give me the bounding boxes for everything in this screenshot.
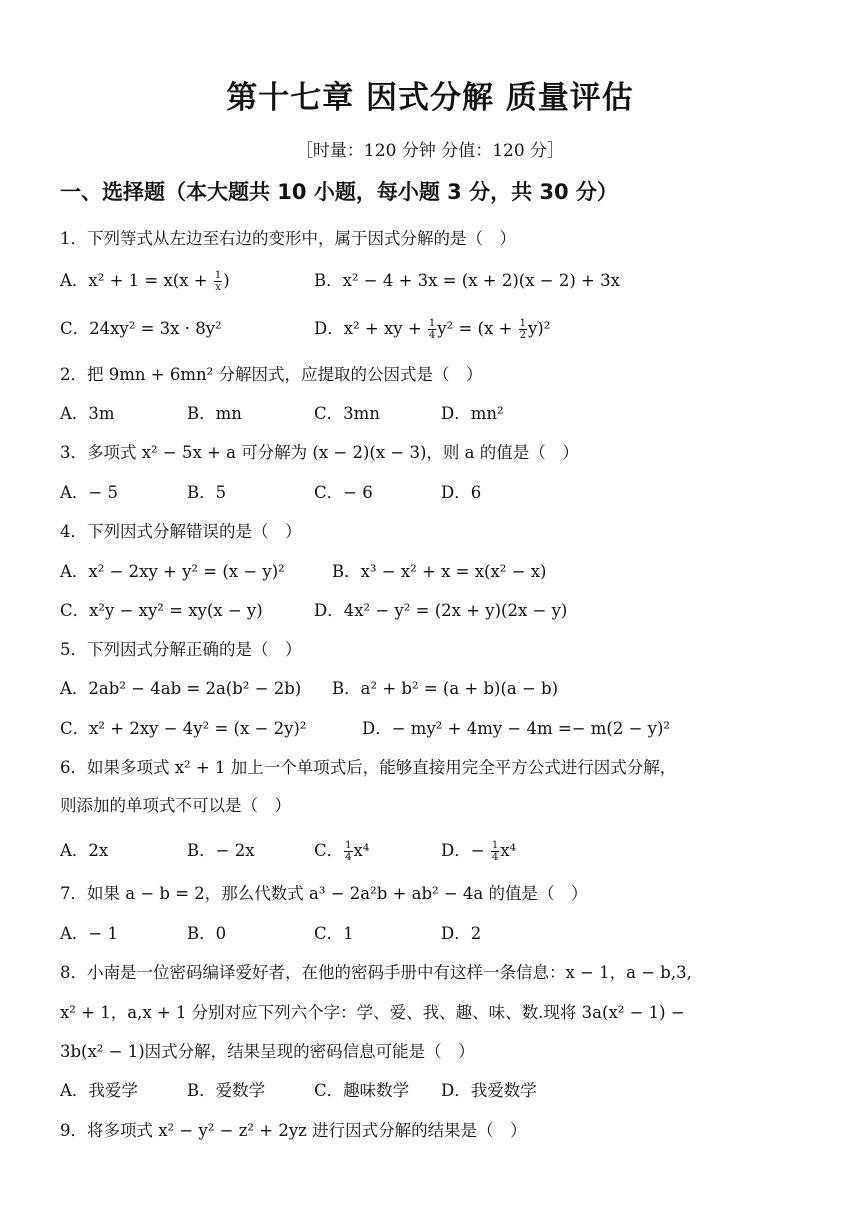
section-heading: 一、选择题（本大题共 10 小题，每小题 3 分，共 30 分） [60,180,618,204]
option-a: A．− 1 [60,924,118,943]
option-c: C．− 6 [314,483,373,502]
fraction: $\frac{1}{4}$ [491,840,499,863]
fraction: $\frac{1}{4}$ [428,318,436,341]
question-stem: 2．把 9mn + 6mn² 分解因式，应提取的公因式是（ ） [60,365,483,384]
option-d: D．− $\frac{1}{4}$ x⁴ [441,840,517,863]
question-stem: 4．下列因式分解错误的是（ ） [60,522,302,541]
question-stem-continued: 3b(x² − 1)因式分解，结果呈现的密码信息可能是（ ） [60,1042,475,1061]
option-c: C．24xy² = 3x · 8y² [60,319,222,338]
option-a: A．2x [60,841,109,860]
option-c: C．x²y − xy² = xy(x − y) [60,601,263,620]
question-stem: 1．下列等式从左边至右边的变形中，属于因式分解的是（ ） [60,229,516,248]
option-d: D．4x² − y² = (2x + y)(2x − y) [314,601,568,620]
option-b: B．− 2x [187,841,255,860]
question-stem-continued: 则添加的单项式不可以是（ ） [60,796,291,815]
option-c: C．3mn [314,404,380,423]
fraction: $\frac{1}{x}$ [214,270,222,293]
option-a: A．− 5 [60,483,118,502]
question-stem: 3．多项式 x² − 5x + a 可分解为 (x − 2)(x − 3)，则 a 的值是（ ） [60,443,579,462]
option-a: A．我爱学 [60,1081,138,1100]
option-d: D．− my² + 4my − 4m =− m(2 − y)² [362,719,671,738]
option-d: D．mn² [441,404,504,423]
option-a: A．2ab² − 4ab = 2a(b² − 2b) [60,679,302,698]
option-d: D．6 [441,483,482,502]
option-b: B．x² − 4 + 3x = (x + 2)(x − 2) + 3x [314,271,620,290]
option-b: B．x³ − x² + x = x(x² − x) [332,562,547,581]
option-b: B．mn [187,404,242,423]
option-b: B．a² + b² = (a + b)(a − b) [332,679,559,698]
option-c: C． $\frac{1}{4}$ x⁴ [314,840,370,863]
question-stem: 6．如果多项式 x² + 1 加上一个单项式后，能够直接用完全平方公式进行因式分解， [60,758,677,777]
option-a: A．x² − 2xy + y² = (x − y)² [60,562,285,581]
option-b: B．0 [187,924,227,943]
option-a: A．x² + 1 = x(x + $\frac{1}{x}$ ) [60,270,230,293]
question-stem: 5．下列因式分解正确的是（ ） [60,640,302,659]
question-stem-continued: x² + 1，a,x + 1 分别对应下列六个字：学、爱、我、趣、味、数.现将 3a(x² − 1) − [60,1003,685,1022]
option-b: B．5 [187,483,227,502]
option-a: A．3m [60,404,115,423]
option-d: D．2 [441,924,482,943]
time-score-info: ［时量：120 分钟 分值：120 分］ [295,141,565,161]
option-c: C．1 [314,924,354,943]
question-stem: 9．将多项式 x² − y² − z² + 2yz 进行因式分解的结果是（ ） [60,1121,527,1140]
option-d: D．我爱数学 [441,1081,537,1100]
option-d: D．x² + xy + $\frac{1}{4}$ y² = (x + $\frac{1}{2}$ y)² [314,318,551,341]
fraction: $\frac{1}{2}$ [519,318,526,341]
question-stem: 8．小南是一位密码编译爱好者，在他的密码手册中有这样一条信息：x − 1，a − b,3, [60,963,692,982]
question-stem: 7．如果 a − b = 2，那么代数式 a³ − 2a²b + ab² − 4a 的值是（ ） [60,884,588,903]
option-b: B．爱数学 [187,1081,266,1100]
fraction: $\frac{1}{4}$ [345,840,352,863]
option-c: C．趣味数学 [314,1081,410,1100]
option-c: C．x² + 2xy − 4y² = (x − 2y)² [60,719,307,738]
page-title: 第十七章 因式分解 质量评估 [226,80,634,116]
